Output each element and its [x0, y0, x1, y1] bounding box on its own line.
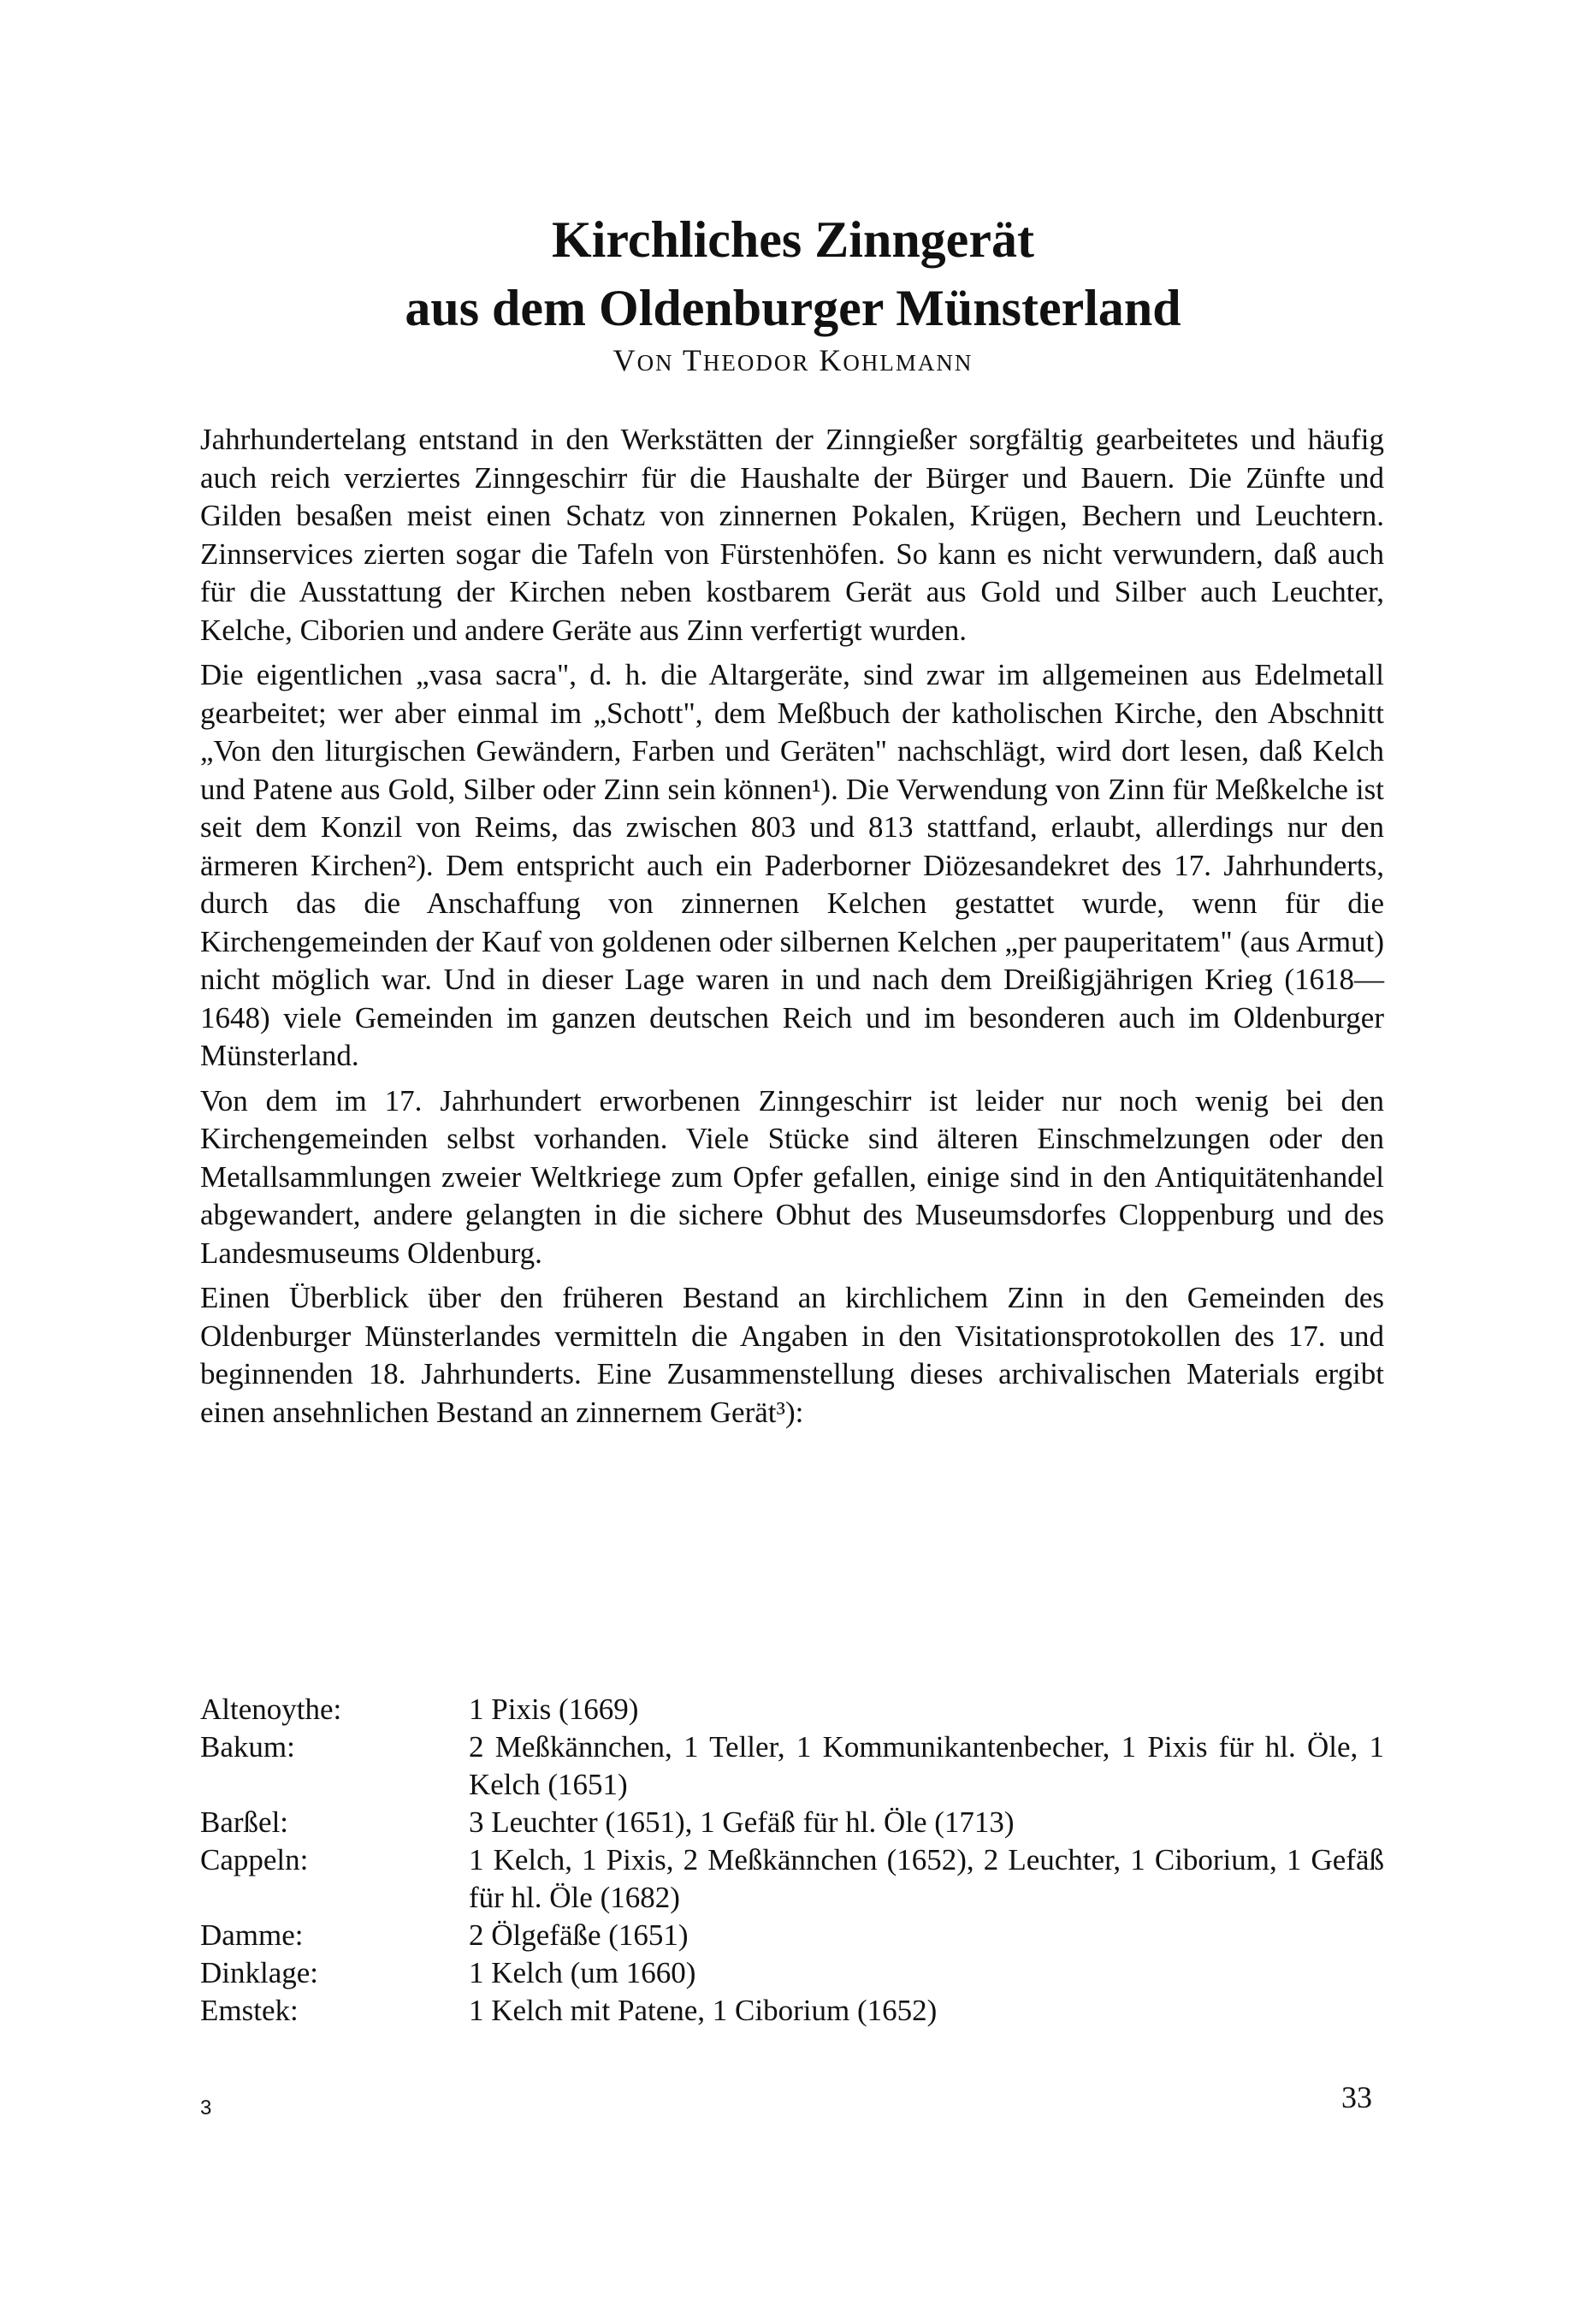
paragraph-1: Jahrhundertelang entstand in den Werkstätten der Zinngießer sorgfältig gearbeitetes und häufig auch reich verziertes Zinngeschirr für die Haushalte der Bürger und Bauern. Die Zünfte und Gilden besaßen meist einen Schatz von zinnernen Pokalen, Krügen, Bechern und Leuchtern. Zinnservices zierten sogar die Tafeln von Fürstenhöfen. So kann es nicht verwundern, daß auch für die Ausstattung der Kirchen neben kostbarem Gerät aus Gold und Silber auch Leuchter, Kelche, Ciborien und andere Geräte aus Zinn verfertigt wurden. — [200, 423, 1384, 647]
paragraph-4: Einen Überblick über den früheren Bestand an kirchlichem Zinn in den Gemeinden des Oldenburger Münsterlandes vermitteln die Angaben in den Visitationsprotokollen des 17. und beginnenden 18. Jahrhunderts. Eine Zusammenstellung dieses archivalischen Materials ergibt einen ansehnlichen Bestand an zinnernem Gerät³): — [200, 1281, 1384, 1429]
author-first-rest: HEODOR — [702, 350, 810, 376]
list-item — [200, 1917, 1384, 1954]
author-first-initial: T — [682, 343, 703, 377]
inventory-list — [200, 1691, 1384, 2030]
article-body — [200, 421, 1384, 1438]
author-prefix-rest: ON — [636, 350, 674, 376]
list-item — [200, 1954, 1384, 1992]
list-item-items: 1 Pixis (1669) — [469, 1693, 639, 1726]
paragraph-2: Die eigentlichen „vasa sacra", d. h. die Altargeräte, sind zwar im allgemeinen aus Edelmetall gearbeitet; wer aber einmal im „Schott", dem Meßbuch der katholischen Kirche, den Abschnitt „Von den liturgischen Gewändern, Farben und Geräten" nachschlägt, wird dort lesen, daß Kelch und Patene aus Gold, Silber oder Zinn sein können¹). Die Verwendung von Zinn für Meßkelche ist seit dem Konzil von Reims, das zwischen 803 und 813 stattfand, erlaubt, allerdings nur den ärmeren Kirchen²). Dem entspricht auch ein Paderborner Diözesandekret des 17. Jahrhunderts, durch das die Anschaffung von zinnernen Kelchen gestattet wurde, wenn für die Kirchengemeinden der Kauf von goldenen oder silbernen Kelchen „per pauperitatem" (aus Armut) nicht möglich war. Und in dieser Lage waren in und nach dem Dreißigjährigen Krieg (1618—1648) viele Gemeinden im ganzen deutschen Reich und im besonderen auch im Oldenburger Münsterland. — [200, 658, 1384, 1072]
list-item — [200, 1804, 1384, 1841]
list-item — [200, 1728, 1384, 1804]
title-line-1: Kirchliches Zinngerät — [552, 211, 1034, 269]
paragraph-3: Von dem im 17. Jahrhundert erworbenen Zinngeschirr ist leider nur noch wenig bei den Kirchengemeinden selbst vorhanden. Viele Stücke sind älteren Einschmelzungen oder den Metallsammlungen zweier Weltkriege zum Opfer gefallen, einige sind in den Antiquitätenhandel abgewandert, andere gelangten in die sichere Obhut des Museumsdorfes Cloppenburg und des Landesmuseums Oldenburg. — [200, 1083, 1384, 1270]
author-last-rest: OHLMANN — [843, 350, 973, 376]
list-item-place: Bakum: — [200, 1730, 295, 1764]
title-line-2: aus dem Oldenburger Münsterland — [405, 280, 1181, 337]
list-item-items: 3 Leuchter (1651), 1 Gefäß für hl. Öle (1713) — [469, 1805, 1015, 1839]
author-prefix-initial: V — [613, 343, 637, 377]
list-item — [200, 1841, 1384, 1917]
list-item-items: 1 Kelch (um 1660) — [469, 1956, 696, 1989]
list-item-items: 2 Ölgefäße (1651) — [469, 1918, 689, 1952]
article-title — [0, 205, 1586, 342]
list-item-place: Dinklage: — [200, 1956, 319, 1989]
author-last-initial: K — [819, 343, 843, 377]
list-item-place: Altenoythe: — [200, 1693, 342, 1726]
list-item-place: Emstek: — [200, 1994, 299, 2027]
signature-mark: 3 — [200, 2096, 212, 2119]
page-number: 33 — [1341, 2080, 1372, 2114]
list-item-items: 1 Kelch mit Patene, 1 Ciborium (1652) — [469, 1994, 938, 2027]
list-item-place: Cappeln: — [200, 1843, 309, 1876]
author-byline — [0, 342, 1586, 378]
list-item-items: 1 Kelch, 1 Pixis, 2 Meßkännchen (1652), 2 Leuchter, 1 Ciborium, 1 Gefäß für hl. Öle (1682) — [469, 1843, 1384, 1914]
list-item-place: Barßel: — [200, 1805, 289, 1839]
list-item-items: 2 Meßkännchen, 1 Teller, 1 Kommunikantenbecher, 1 Pixis für hl. Öle, 1 Kelch (1651) — [469, 1730, 1384, 1801]
list-item-place: Damme: — [200, 1918, 304, 1952]
list-item — [200, 1691, 1384, 1728]
list-item — [200, 1992, 1384, 2030]
